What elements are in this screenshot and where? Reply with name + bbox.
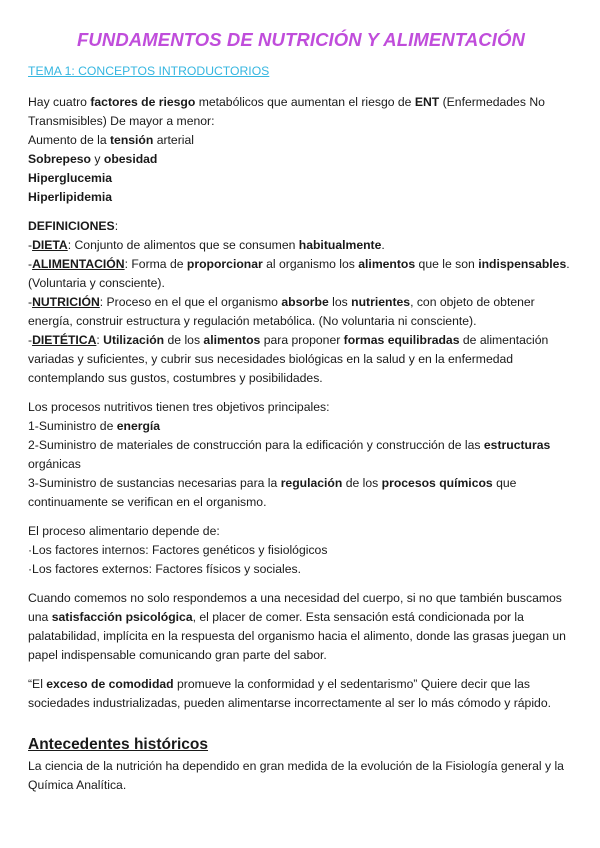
factors-internal: ·Los factores internos: Factores genéticos y fisiológicos bbox=[28, 543, 328, 557]
objectives-intro: Los procesos nutritivos tienen tres objetivos principales: bbox=[28, 400, 330, 414]
definition-dietetica: -DIETÉTICA: Utilización de los alimentos para proponer formas equilibradas de alimentación variadas y suficientes, y cubrir sus necesidades biológicas en la salud y en la enfermedad contemplando sus gustos, costumbres y posibilidades. bbox=[28, 333, 549, 385]
history-paragraph: La ciencia de la nutrición ha dependido en gran medida de la evolución de la Fisiología general y la Química Analítica. bbox=[28, 759, 564, 792]
satisfaction-paragraph: Cuando comemos no solo respondemos a una necesidad del cuerpo, si no que también buscamos una satisfacción psicológica, el placer de comer. Esta sensación está condicionada por la palatabilidad, implícita en la respuesta del organismo hacia el alimento, donde las grasas juegan un papel indispensable comunicando gran parte del sabor. bbox=[28, 591, 566, 662]
topic-subtitle: TEMA 1: CONCEPTOS INTRODUCTORIOS bbox=[28, 64, 270, 78]
factors-external: ·Los factores externos: Factores físicos y sociales. bbox=[28, 562, 301, 576]
definition-nutricion: -NUTRICIÓN: Proceso en el que el organismo absorbe los nutrientes, con objeto de obtener energía, construir estructura y regulación metabólica. (No voluntaria ni consciente). bbox=[28, 295, 535, 328]
document-page bbox=[28, 28, 574, 795]
objective-2: 2-Suministro de materiales de construcción para la edificación y construcción de las estructuras orgánicas bbox=[28, 438, 551, 471]
risk-intro: Hay cuatro factores de riesgo metabólicos que aumentan el riesgo de ENT (Enfermedades No Transmisibles) De mayor a menor: bbox=[28, 95, 545, 128]
history-heading: Antecedentes históricos bbox=[28, 736, 209, 753]
risk-factor-3: Hiperglucemia bbox=[28, 171, 112, 185]
document-title: FUNDAMENTOS DE NUTRICIÓN Y ALIMENTACIÓN bbox=[77, 29, 525, 50]
objective-1: 1-Suministro de energía bbox=[28, 419, 161, 433]
definition-dieta: -DIETA: Conjunto de alimentos que se consumen habitualmente. bbox=[28, 238, 385, 252]
definition-alimentacion: -ALIMENTACIÓN: Forma de proporcionar al organismo los alimentos que le son indispensables. (Voluntaria y consciente). bbox=[28, 257, 570, 290]
risk-factor-2: Sobrepeso y obesidad bbox=[28, 152, 158, 166]
definitions-heading: DEFINICIONES: bbox=[28, 219, 119, 233]
comfort-paragraph: “El exceso de comodidad promueve la conformidad y el sedentarismo” Quiere decir que las sociedades industrializadas, pueden alimentarse incorrectamente al ser lo más cómodo y rápido. bbox=[28, 677, 551, 710]
risk-factor-1: Aumento de la tensión arterial bbox=[28, 133, 194, 147]
objective-3: 3-Suministro de sustancias necesarias para la regulación de los procesos químicos que continuamente se verifican en el organismo. bbox=[28, 476, 517, 509]
risk-factor-4: Hiperlipidemia bbox=[28, 190, 112, 204]
factors-intro: El proceso alimentario depende de: bbox=[28, 524, 220, 538]
